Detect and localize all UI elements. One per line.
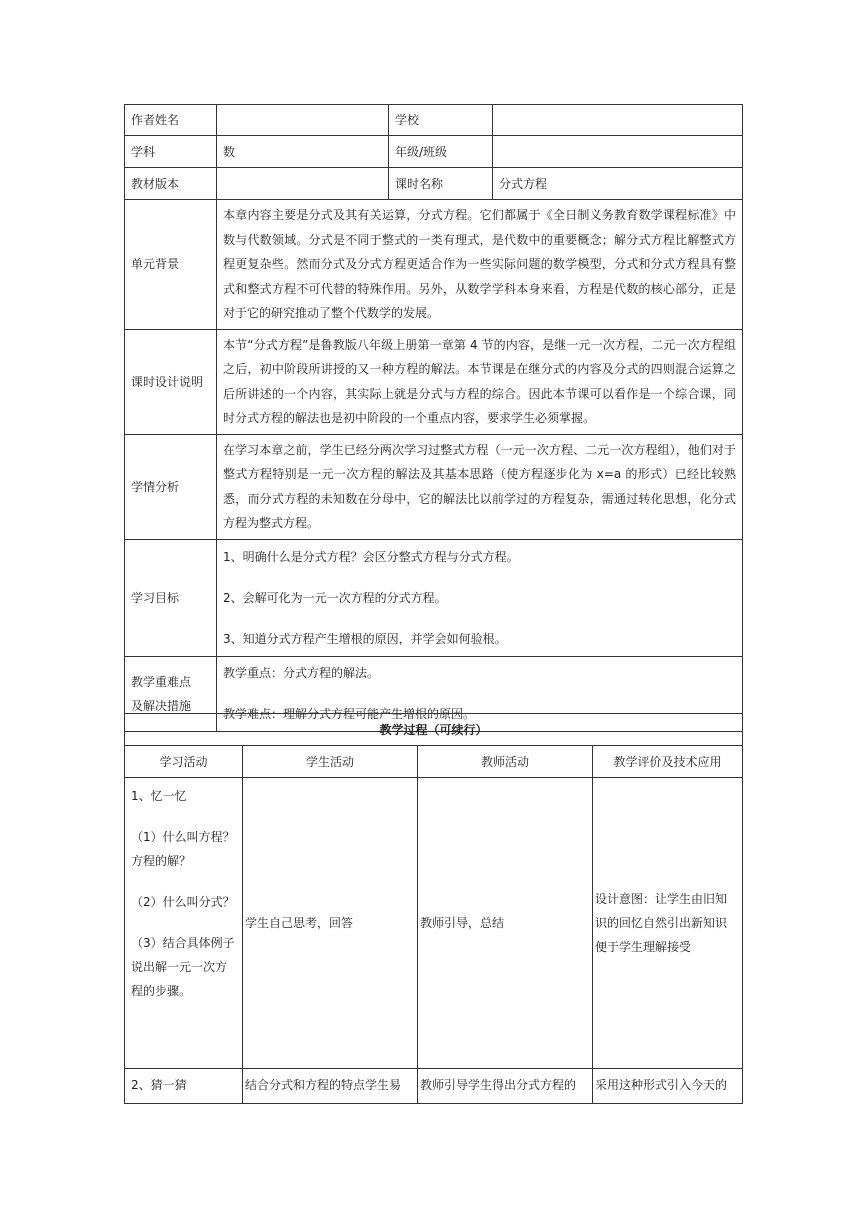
activity-question: （2）什么叫分式？ [131,895,235,909]
author-value [217,105,389,136]
school-label: 学校 [389,105,493,136]
goal-item: 2、会解可化为一元一次方程的分式方程。 [223,590,447,605]
difficulty-label-line-1: 教学重难点 [131,674,192,689]
student-situation-cell [217,434,743,539]
unit-background-text: 本章内容主要是分式及其有关运算，分式方程。它们都属于《全日制义务教育数学课程标准》中数与代数领域。分式是不同于整式的一类有理式，是代数中的重要概念；解分式方程比解整式方程更复杂些。然而分式及分式方程更适合作为一些实际问题的数学模型，分式和分式方程具有整式和整式方程不可代替的特殊作用。另外，从数学学科本身来看，方程是代数的核心部分，正是对于它的研究推动了整个代数学的发展。 [223,208,736,320]
activity-question: （3）结合具体例子说出解一元一次方程的步骤。 [131,936,235,998]
teaching-process-table [124,713,743,1104]
header-student-activity: 学生活动 [243,746,418,778]
header-teacher-activity: 教师活动 [418,746,593,778]
unit-background-label: 单元背景 [125,200,217,330]
activity-question: （1）什么叫方程？方程的解？ [131,830,235,868]
lesson-design-text: 本节“分式方程”是鲁教版八年级上册第一章第 4 节的内容，是继一元一次方程，二元一次方程组之后，初中阶段所讲授的又一种方程的解法。本节课是在继分式的内容及分式的四则混合运算之后所讲述的一个内容，其实际上就是分式与方程的综合。因此本节课可以看作是一个综合课，同时分式方程的解法也是初中阶段的一个重点内容，要求学生必须掌握。 [223,337,736,425]
lesson-design-label: 课时设计说明 [125,329,217,434]
difficult-point-text: 教学难点：理解分式方程可能产生增根的原因。 [223,707,476,721]
key-point-text: 教学重点：分式方程的解法。 [223,666,380,680]
textbook-value [217,168,389,200]
header-learning-activity: 学习活动 [125,746,243,778]
student-situation-text: 在学习本章之前，学生已经分两次学习过整式方程（一元一次方程、二元一次方程组），他们对于整式方程特别是一元一次方程的解法及其基本思路（使方程逐步化为 x=a 的形式）已经比较熟悉，而分式方程的未知数在分母中，它的解法比以前学过的方程复杂，需通过转化思想，化分式方程为整式方程。 [223,442,736,530]
header-evaluation: 教学评价及技术应用 [593,746,743,778]
difficulty-label-line-2: 及解决措施 [131,698,192,713]
grade-value [493,136,743,168]
lesson-info-table [124,104,743,732]
lesson-label: 课时名称 [389,168,493,200]
teacher-activity-cell: 教师引导，总结 [418,778,593,1069]
activity-cell [125,778,243,1069]
subject-value: 数 [217,136,389,168]
learning-goals-cell [217,539,743,656]
grade-label: 年级/班级 [389,136,493,168]
student-activity-cell: 结合分式和方程的特点学生易 [243,1069,418,1104]
learning-goals-label: 学习目标 [125,539,217,656]
activity-title: 1、忆一忆 [131,789,187,803]
lesson-design-cell [217,329,743,434]
textbook-label: 教材版本 [125,168,217,200]
goal-item: 3、知道分式方程产生增根的原因，并学会如何验根。 [223,631,507,646]
teacher-activity-cell: 教师引导学生得出分式方程的 [418,1069,593,1104]
lesson-value: 分式方程 [493,168,743,200]
goal-item: 1、明确什么是分式方程？会区分整式方程与分式方程。 [223,549,519,564]
table-row [125,778,743,1069]
student-activity-cell: 学生自己思考，回答 [243,778,418,1069]
student-situation-label: 学情分析 [125,434,217,539]
evaluation-cell: 采用这种形式引入今天的 [593,1069,743,1104]
school-value [493,105,743,136]
table-row [125,1069,743,1104]
author-label: 作者姓名 [125,105,217,136]
unit-background-cell [217,200,743,330]
evaluation-cell: 设计意图：让学生由旧知识的回忆自然引出新知识便于学生理解接受 [593,778,743,1069]
process-title: 教学过程（可续行） [125,714,743,746]
subject-label: 学科 [125,136,217,168]
activity-cell: 2、猜一猜 [125,1069,243,1104]
